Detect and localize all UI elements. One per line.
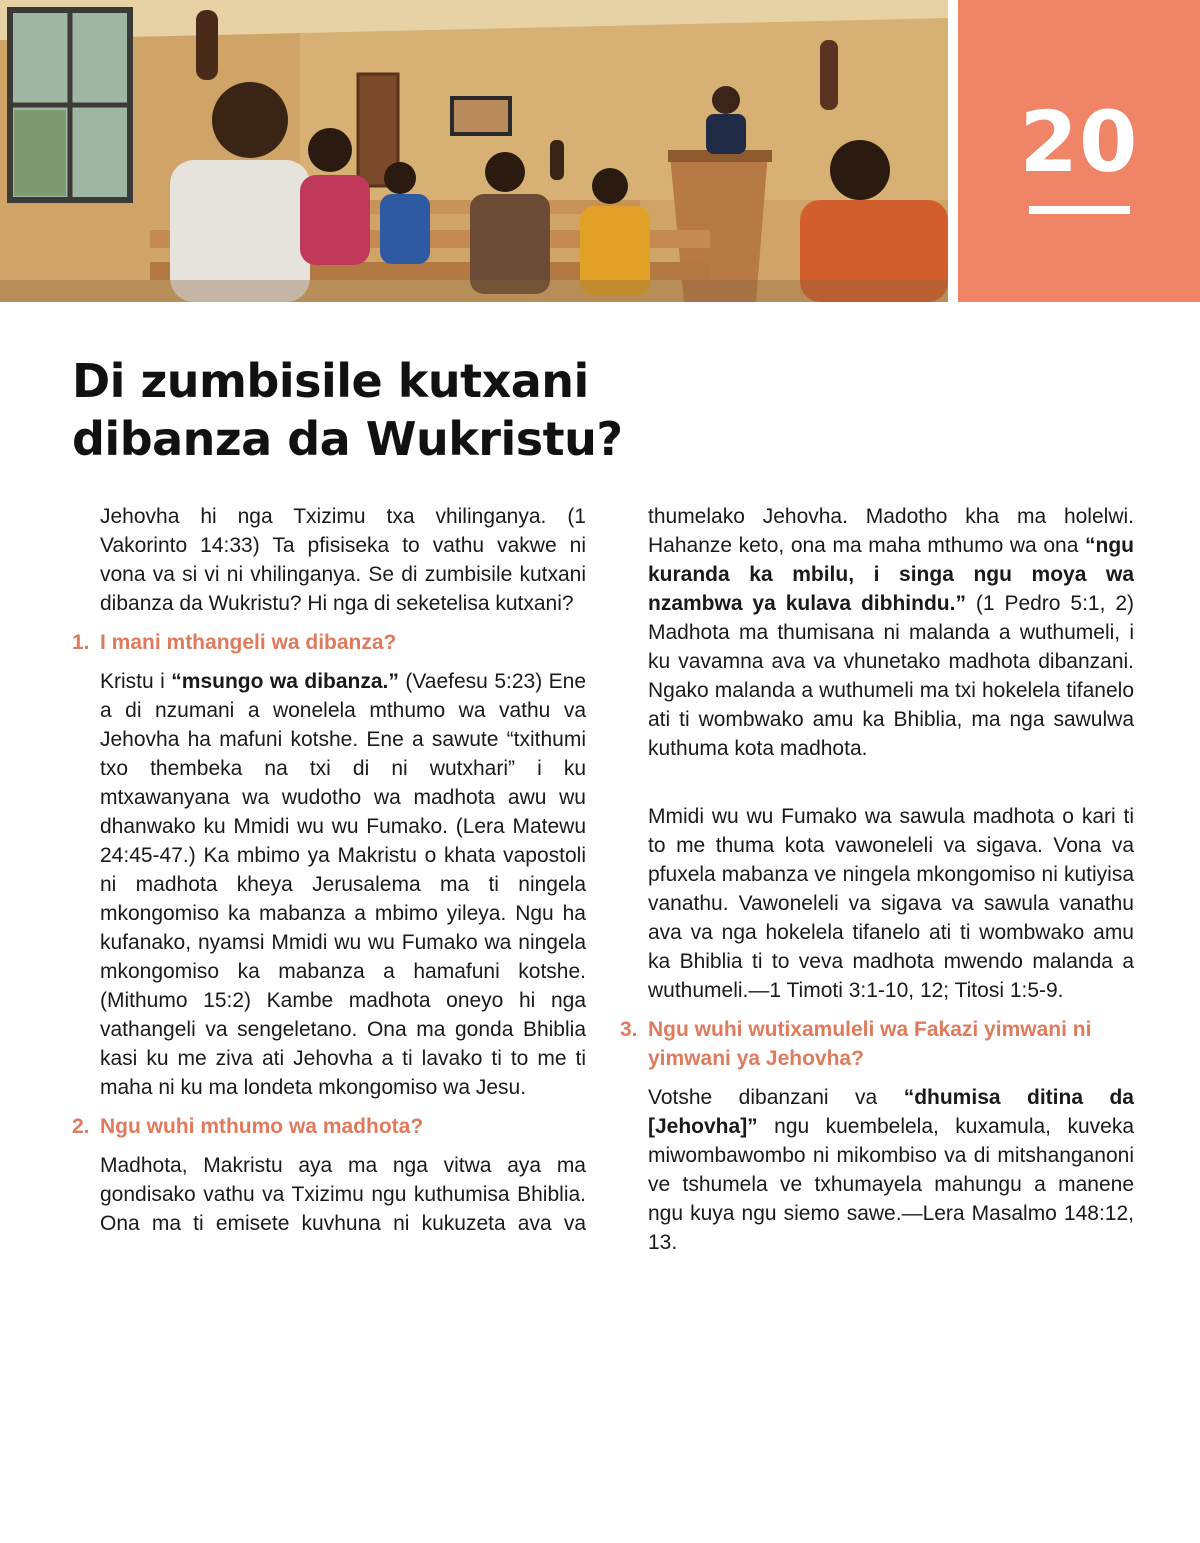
page-title bbox=[72, 352, 832, 468]
intro-paragraph: Jehovha hi nga Txizimu txa vhilinganya. (1 Vakorinto 14:33) Ta pfisiseka to vathu vakwe ni vona va si vi ni vhilinganya. Se di zumbisile kutxani dibanza da Wukristu? Hi nga di seketelisa kutxani? bbox=[100, 505, 586, 615]
question-2-heading bbox=[72, 1112, 586, 1141]
question-3-text: Ngu wuhi wutixamuleli wa Fakazi yimwani ni yimwani ya Jehovha? bbox=[648, 1018, 1092, 1070]
q3-text-bold: “dhumisa ditina da [Jehovha]” bbox=[648, 1086, 1134, 1138]
q1-text-before: Kristu i bbox=[100, 670, 172, 693]
question-2-text: Ngu wuhi mthumo wa madhota? bbox=[100, 1115, 424, 1138]
question-1-paragraph bbox=[72, 667, 586, 1102]
congregation-meeting-photo bbox=[0, 0, 948, 302]
question-2-number: 2. bbox=[72, 1115, 90, 1138]
right-column bbox=[620, 502, 1134, 1267]
question-3-paragraph bbox=[620, 1083, 1134, 1257]
lesson-number-rule bbox=[1029, 206, 1130, 214]
page-title-line1: Di zumbisile kutxani bbox=[72, 354, 589, 408]
question-2-paragraph-1-continued bbox=[620, 502, 1134, 792]
question-1-number: 1. bbox=[72, 631, 90, 654]
q3-text-before: Votshe dibanzani va bbox=[648, 1086, 904, 1109]
left-column bbox=[72, 502, 586, 1238]
question-1-heading bbox=[72, 628, 586, 657]
lesson-number: 20 bbox=[1019, 93, 1139, 191]
question-3-heading bbox=[620, 1015, 1134, 1073]
hero-photo bbox=[0, 0, 948, 302]
q1-text-bold: “msungo wa dibanza.” bbox=[171, 670, 399, 693]
q2-text-before: Madhota, Makristu aya ma nga vitwa aya ma gondisako vathu va Txizimu ngu kuthumisa Bhiblia. Ona ma ti emisete kuvhuna ni kukuzeta ava va bbox=[100, 1154, 586, 1235]
q2-cont-text-bold: “ngu kuranda ka mbilu, i singa ngu moya wa nzambwa ya kulava dibhindu.” bbox=[648, 534, 1134, 615]
lesson-number-box bbox=[958, 0, 1200, 302]
page-title-line2: dibanza da Wukristu? bbox=[72, 412, 623, 466]
q3-text-after: ngu kuembelela, kuxamula, kuveka miwombawombo ni mikombiso va di mitshanganoni ve tshumela ve txhumayela mahungu a manene ngu kuya ngu siemo sawe.—Lera Masalmo 148:12, 13. bbox=[648, 1115, 1134, 1254]
question-2-paragraph-1 bbox=[72, 1151, 586, 1238]
q2-continued-flow bbox=[648, 502, 1134, 763]
q1-text-after: (Vaefesu 5:23) Ene a di nzumani a wonelela mthumo wa vathu va Jehovha ha mafuni kotshe. Ene a sawute “txithumi txo thembeka na txi di ni wutxhari” i ku mtxawanyana wa wudotho wa madhota awu wu dhanwako ku Mmidi wu wu Fumako. (Lera Matewu 24:45-47.) Ka mbimo ya Makristu o khata vapostoli ni madhota kheya Jerusalema ma ti ningela mkongomiso ka mabanza a mbimo yileya. Ngu ha kufanako, nyamsi Mmidi wu wu Fumako wa ningela mkongomiso ka mabanza a hamafuni kotshe. (Mithumo 15:2) Kambe madhota oneyo hi nga vathangeli va sengeletano. Ona ma gonda Bhiblia kasi ku me ziva ati Jehovha a ti lavako ti to me ti maha ni ku ma londeta mkongomiso wa Jesu. bbox=[100, 670, 587, 1099]
q2-cont-text-after: (1 Pedro 5:1, 2) Madhota ma thumisana ni malanda a wuthumeli, i ku vavamna ava va vhunetako madhota dibanzani. Ngako malanda a wuthumeli ma txi hokelela tifanelo ati ti wombwako amu ka Bhiblia, ma nga sawulwa kuthuma kota madhota. bbox=[648, 592, 1134, 760]
question-3-number: 3. bbox=[620, 1018, 638, 1041]
question-2-paragraph-2: Mmidi wu wu Fumako wa sawula madhota o kari ti to me thuma kota vawoneleli va sigava. Vona va pfuxela mabanza ve ningela mkongomiso ni kutiyisa vanathu. Vawoneleli va sigava va sawula vanathu ava va nga hokelela tifanelo ati ti wombwako amu ka Bhiblia ti to veva madhota mwendo malanda a wuthumeli.—1 Timoti 3:1-10, 12; Titosi 1:5-9. bbox=[648, 805, 1134, 1002]
q2-cont-text-before: thumelako Jehovha. Madotho kha ma holelwi. Hahanze keto, ona ma maha mthumo wa ona bbox=[648, 505, 1134, 557]
question-1-text: I mani mthangeli wa dibanza? bbox=[100, 631, 397, 654]
